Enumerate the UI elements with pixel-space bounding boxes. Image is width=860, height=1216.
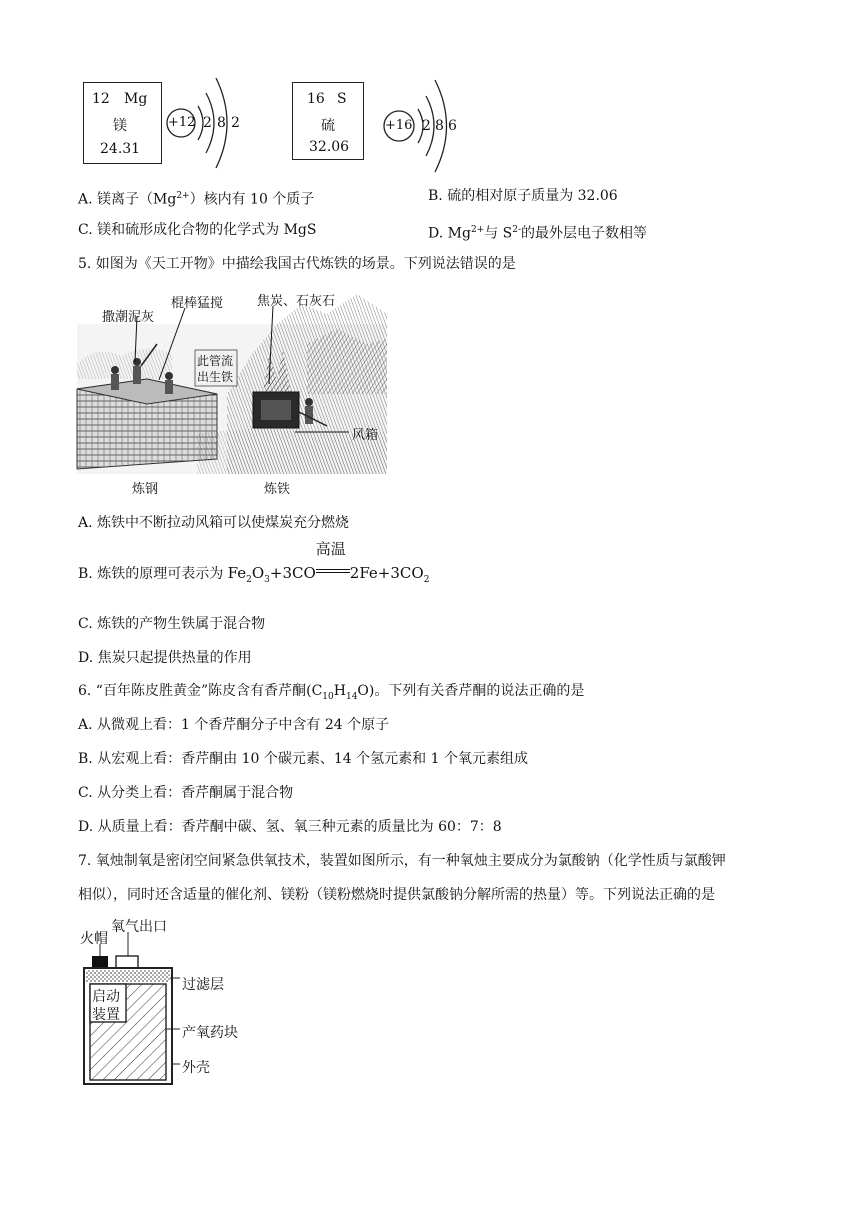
label-bellows: 风箱 — [352, 428, 379, 443]
q4-option-c: C. 镁和硫形成化合物的化学式为 MgS — [78, 222, 317, 238]
label-filter-layer: 过滤层 — [182, 977, 224, 993]
label-pipe-flow-1: 此管流 — [197, 354, 234, 368]
label-oxygen-outlet: 氧气出口 — [111, 919, 167, 935]
s-shell-1: 2 — [422, 118, 431, 134]
oxygen-candle-diagram — [78, 912, 278, 1092]
label-start-device-1: 启动 — [92, 989, 120, 1005]
s-symbol: S — [337, 91, 347, 107]
mg-atom-structure — [164, 68, 254, 178]
mg-name: 镁 — [113, 118, 127, 134]
s-atom-structure — [380, 72, 470, 182]
q6-stem: 6. “百年陈皮胜黄金”陈皮含有香芹酮$(C_{10}H_{14}O)$。下列有关香芹酮的说法正确的是 — [78, 683, 585, 702]
q5-option-b: B. 炼铁的原理可表示为 $Fe_2O_3+3CO$ 高温 $2Fe+3CO_2$ — [78, 540, 430, 585]
label-fire-cap: 火帽 — [80, 931, 108, 947]
label-start-device-2: 装置 — [92, 1007, 120, 1023]
q5-option-a: A. 炼铁中不断拉动风箱可以使煤炭充分燃烧 — [78, 515, 350, 531]
mg-element-card — [83, 82, 162, 164]
ironmaking-illustration — [77, 284, 387, 496]
mg-atomic-mass: 24.31 — [100, 141, 141, 157]
s-shell-2: 8 — [435, 118, 444, 134]
mg-shell-3: 2 — [231, 115, 240, 131]
q6-option-a: A. 从微观上看：1 个香芹酮分子中含有 24 个原子 — [78, 717, 390, 733]
reaction-equation: $Fe_2O_3+3CO$ 高温 $2Fe+3CO_2$ — [227, 540, 430, 585]
label-coke-limestone: 焦炭、石灰石 — [257, 294, 336, 309]
s-atomic-mass: 32.06 — [309, 139, 350, 155]
q6-option-d: D. 从质量上看：香芹酮中碳、氢、氧三种元素的质量比为 60：7：8 — [78, 819, 502, 835]
mg-symbol: Mg — [124, 91, 148, 107]
label-shell: 外壳 — [182, 1060, 210, 1076]
q5-stem: 5. 如图为《天工开物》中描绘我国古代炼铁的场景。下列说法错误的是 — [78, 256, 516, 272]
label-oxygen-block: 产氧药块 — [182, 1025, 238, 1041]
s-element-card — [292, 82, 364, 160]
caption-ironmaking: 炼铁 — [264, 482, 291, 497]
caption-steelmaking: 炼钢 — [132, 482, 159, 497]
reaction-condition: 高温 — [315, 540, 346, 558]
label-mud-ash: 撒潮泥灰 — [102, 310, 155, 325]
q5-option-c: C. 炼铁的产物生铁属于混合物 — [78, 616, 266, 632]
s-atomic-number: 16 — [307, 91, 325, 107]
q6-option-c: C. 从分类上看：香芹酮属于混合物 — [78, 785, 294, 801]
mg-shell-1: 2 — [203, 115, 212, 131]
label-stick-stir: 棍棒猛搅 — [171, 296, 224, 311]
mg-shell-2: 8 — [217, 115, 226, 131]
s-shell-3: 6 — [448, 118, 457, 134]
q5-option-d: D. 焦炭只起提供热量的作用 — [78, 650, 252, 666]
q6-option-b: B. 从宏观上看：香芹酮由 10 个碳元素、14 个氢元素和 1 个氧元素组成 — [78, 751, 528, 767]
q4-option-d: D. $Mg^{2+}$与 $S^{2-}$的最外层电子数相等 — [428, 225, 648, 242]
q4-option-b: B. 硫的相对原子质量为 32.06 — [428, 188, 618, 204]
q7-stem-line-2: 相似），同时还含适量的催化剂、镁粉（镁粉燃烧时提供氯酸钠分解所需的热量）等。下列说法正确的是 — [78, 887, 715, 903]
q4-option-a: A. 镁离子$(Mg^{2+})$核内有 10 个质子 — [78, 191, 315, 208]
q7-stem-line-1: 7. 氧烛制氧是密闭空间紧急供氧技术，装置如图所示，有一种氧烛主要成分为氯酸钠（化学性质与氯酸钾 — [78, 853, 726, 869]
mg-nucleus-charge: +12 — [168, 115, 196, 130]
label-pipe-flow-2: 出生铁 — [197, 370, 234, 384]
mg-atomic-number: 12 — [92, 91, 110, 107]
s-name: 硫 — [321, 118, 335, 134]
s-nucleus-charge: +16 — [385, 118, 413, 133]
